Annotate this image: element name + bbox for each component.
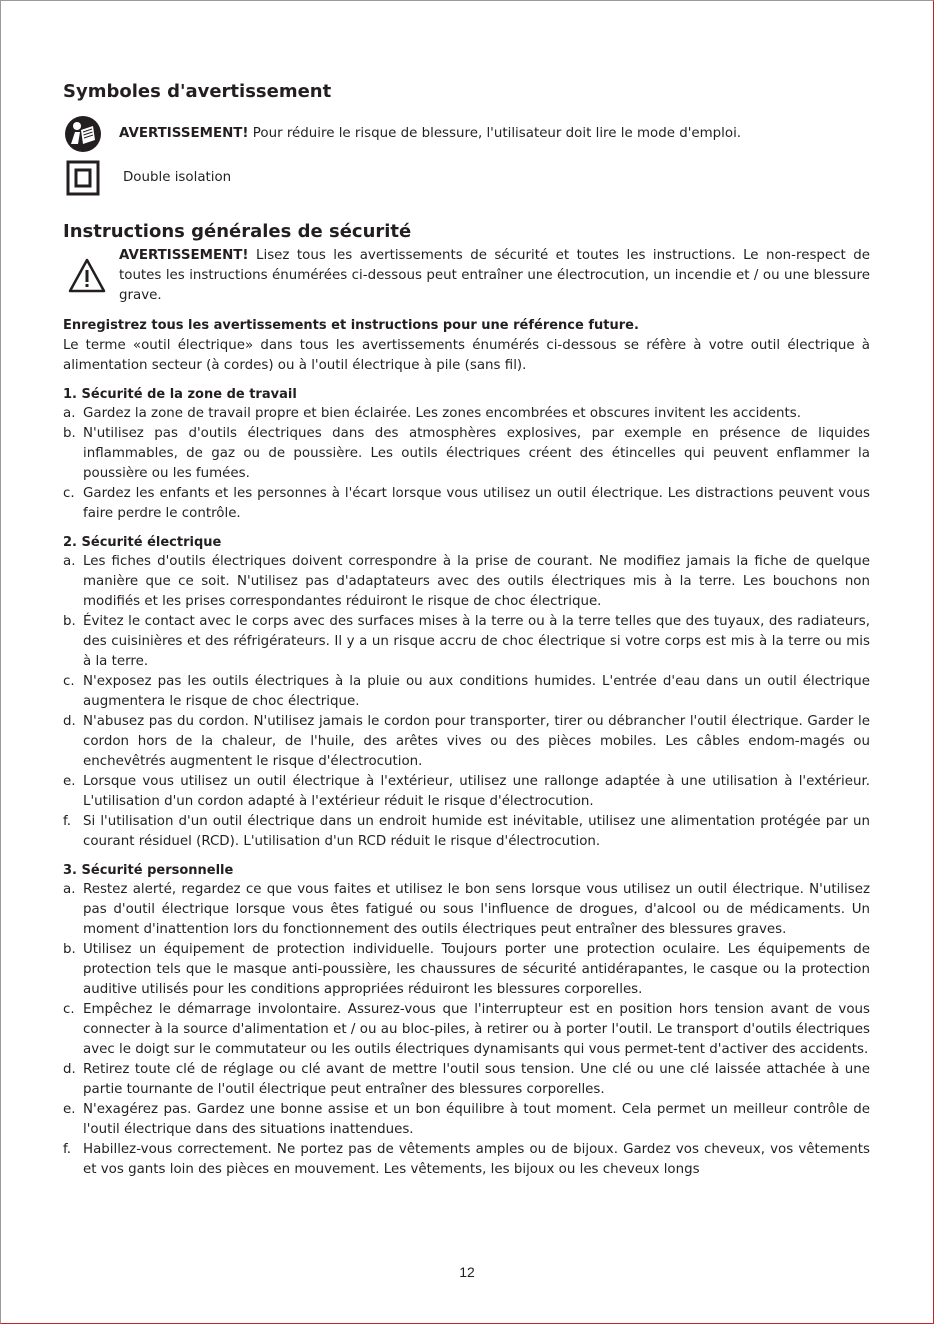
list-item [63, 1060, 870, 1100]
list-item [63, 552, 870, 612]
power-tool-definition: Le terme «outil électrique» dans tous les avertissements énumérés ci-dessous se réfère à votre outil électrique à alimentation secteur (à cordes) ou à l'outil électrique à pile (sans fil). [63, 338, 870, 373]
list-text: N'abusez pas du cordon. N'utilisez jamais le cordon pour transporter, tirer ou débrancher l'outil électrique. Garder le cordon hors de la chaleur, de l'huile, des arêtes vives ou des pièces mobiles. Les câbles endom-magés ou enchevêtrés augmentent le risque d'électrocution. [83, 714, 870, 769]
list-text: Lorsque vous utilisez un outil électrique à l'extérieur, utilisez une rallonge adaptée à une utilisation à l'extérieur. L'utilisation d'un cordon adapté à l'extérieur réduit le risque d'électrocution. [83, 774, 870, 809]
warning-triangle-icon [67, 257, 107, 295]
list-text: Si l'utilisation d'un outil électrique dans un endroit humide est inévitable, utilisez une alimentation protégée par un courant résiduel (RCD). L'utilisation d'un RCD réduit le risque d'électrocution. [83, 814, 870, 849]
list-letter: c. [63, 1002, 75, 1017]
list-text: N'utilisez pas d'outils électriques dans des atmosphères explosives, par exemple en présence de liquides inflammables, de gaz ou de poussière. Les outils électriques créent des étincelles qui peuvent enflammer la poussière ou les fumées. [83, 426, 870, 481]
symbol-row-double-insulation [63, 158, 870, 198]
warning-label: AVERTISSEMENT! [119, 248, 249, 263]
symbol-text: Pour réduire le risque de blessure, l'utilisateur doit lire le mode d'emploi. [248, 126, 742, 141]
list-text: Utilisez un équipement de protection individuelle. Toujours porter une protection oculaire. Les équipements de protection tels que le masque anti-poussière, les chaussures de sécurité antidérapantes, le casque ou la protection auditive utilisés pour les conditions appropriées réduiront les blessures corporelles. [83, 942, 870, 997]
list-letter: b. [63, 614, 76, 629]
list-letter: b. [63, 942, 76, 957]
list-item [63, 940, 870, 1000]
list-item [63, 612, 870, 672]
double-insulation-icon [63, 158, 103, 198]
section-title-electrical: 2. Sécurité électrique [63, 535, 222, 550]
symbol-desc-double-insulation: Double isolation [123, 170, 232, 185]
list-text: N'exposez pas les outils électriques à la pluie ou aux conditions humides. L'entrée d'eau dans un outil électrique augmentera le risque de choc électrique. [83, 674, 870, 709]
list-text: Gardez les enfants et les personnes à l'écart lorsque vous utilisez un outil électrique. Les distractions peuvent vous faire perdre le contrôle. [83, 486, 870, 521]
warning-label: AVERTISSEMENT! [119, 126, 249, 141]
list-letter: a. [63, 406, 76, 421]
save-instructions-notice: Enregistrez tous les avertissements et instructions pour une référence future. [63, 318, 639, 333]
list-text: Habillez-vous correctement. Ne portez pas de vêtements amples ou de bijoux. Gardez vos cheveux, vos vêtements et vos gants loin des pièces en mouvement. Les vêtements, les bijoux ou les cheveux longs [83, 1142, 870, 1177]
read-manual-icon [63, 114, 103, 154]
list-item [63, 1100, 870, 1140]
list-letter: e. [63, 774, 76, 789]
warning-body: Lisez tous les avertissements de sécurité et toutes les instructions. Le non-respect de toutes les instructions énumérées ci-dessous peut entraîner une électrocution, un incendie et / ou une blessure grave. [119, 248, 870, 303]
list-item [63, 1000, 870, 1060]
list-text: Les fiches d'outils électriques doivent correspondre à la prise de courant. Ne modifiez jamais la fiche de quelque manière que ce soit. N'utilisez pas d'adaptateurs avec des outils électriques mis à la terre. Les bouchons non modifiés et les prises correspondantes réduiront le risque de choc électrique. [83, 554, 870, 609]
general-warning [63, 246, 870, 306]
warning-symbols-heading: Symboles d'avertissement [63, 81, 332, 102]
list-item [63, 484, 870, 524]
list-text: N'exagérez pas. Gardez une bonne assise et un bon équilibre à tout moment. Cela permet un meilleur contrôle de l'outil électrique dans des situations inattendues. [83, 1102, 870, 1137]
list-letter: e. [63, 1102, 76, 1117]
list-text: Retirez toute clé de réglage ou clé avant de mettre l'outil sous tension. Une clé ou une clé laissée attachée à une partie tournante de l'outil électrique peut entraîner des blessures corporelles. [83, 1062, 870, 1097]
list-letter: b. [63, 426, 76, 441]
section-title-personal: 3. Sécurité personnelle [63, 863, 234, 878]
symbol-row-read-manual [63, 114, 870, 154]
list-item [63, 1140, 870, 1180]
list-text: Gardez la zone de travail propre et bien éclairée. Les zones encombrées et obscures invitent les accidents. [83, 406, 801, 421]
list-item [63, 712, 870, 772]
list-item [63, 812, 870, 852]
list-letter: a. [63, 554, 76, 569]
list-letter: c. [63, 486, 75, 501]
list-item [63, 880, 870, 940]
list-letter: a. [63, 882, 76, 897]
list-text: Évitez le contact avec le corps avec des surfaces mises à la terre ou à la terre telles que des tuyaux, des radiateurs, des cuisinières et des réfrigérateurs. Il y a un risque accru de choc électrique si votre corps est mis à la terre ou mis à la terre. [83, 614, 870, 669]
list-letter: c. [63, 674, 75, 689]
list-item [63, 404, 870, 424]
page-number: 12 [459, 1264, 475, 1280]
list-letter: f. [63, 814, 71, 829]
symbol-desc-read-manual [119, 124, 741, 144]
list-text: Restez alerté, regardez ce que vous faites et utilisez le bon sens lorsque vous utilisez un outil électrique. N'utilisez pas d'outil électrique lorsque vous êtes fatigué ou sous l'influence de drogues, d'alcool ou de médicaments. Un moment d'inattention lors du fonctionnement des outils électriques peut entraîner des blessures graves. [83, 882, 870, 937]
list-item [63, 424, 870, 484]
safety-instructions-heading: Instructions générales de sécurité [63, 221, 412, 242]
list-letter: d. [63, 1062, 76, 1077]
list-letter: d. [63, 714, 76, 729]
list-item [63, 772, 870, 812]
list-item [63, 672, 870, 712]
document-content [63, 80, 870, 1180]
section-title-work-area: 1. Sécurité de la zone de travail [63, 387, 297, 402]
list-text: Empêchez le démarrage involontaire. Assurez-vous que l'interrupteur est en position hors tension avant de vous connecter à la source d'alimentation et / ou au bloc-piles, à retirer ou à porter l'outil. Le transport d'outils électriques avec le doigt sur le commutateur ou les outils électriques dynamisants qui vous permet-tent d'activer des accidents. [83, 1002, 870, 1057]
general-warning-text [119, 246, 870, 306]
list-letter: f. [63, 1142, 71, 1157]
